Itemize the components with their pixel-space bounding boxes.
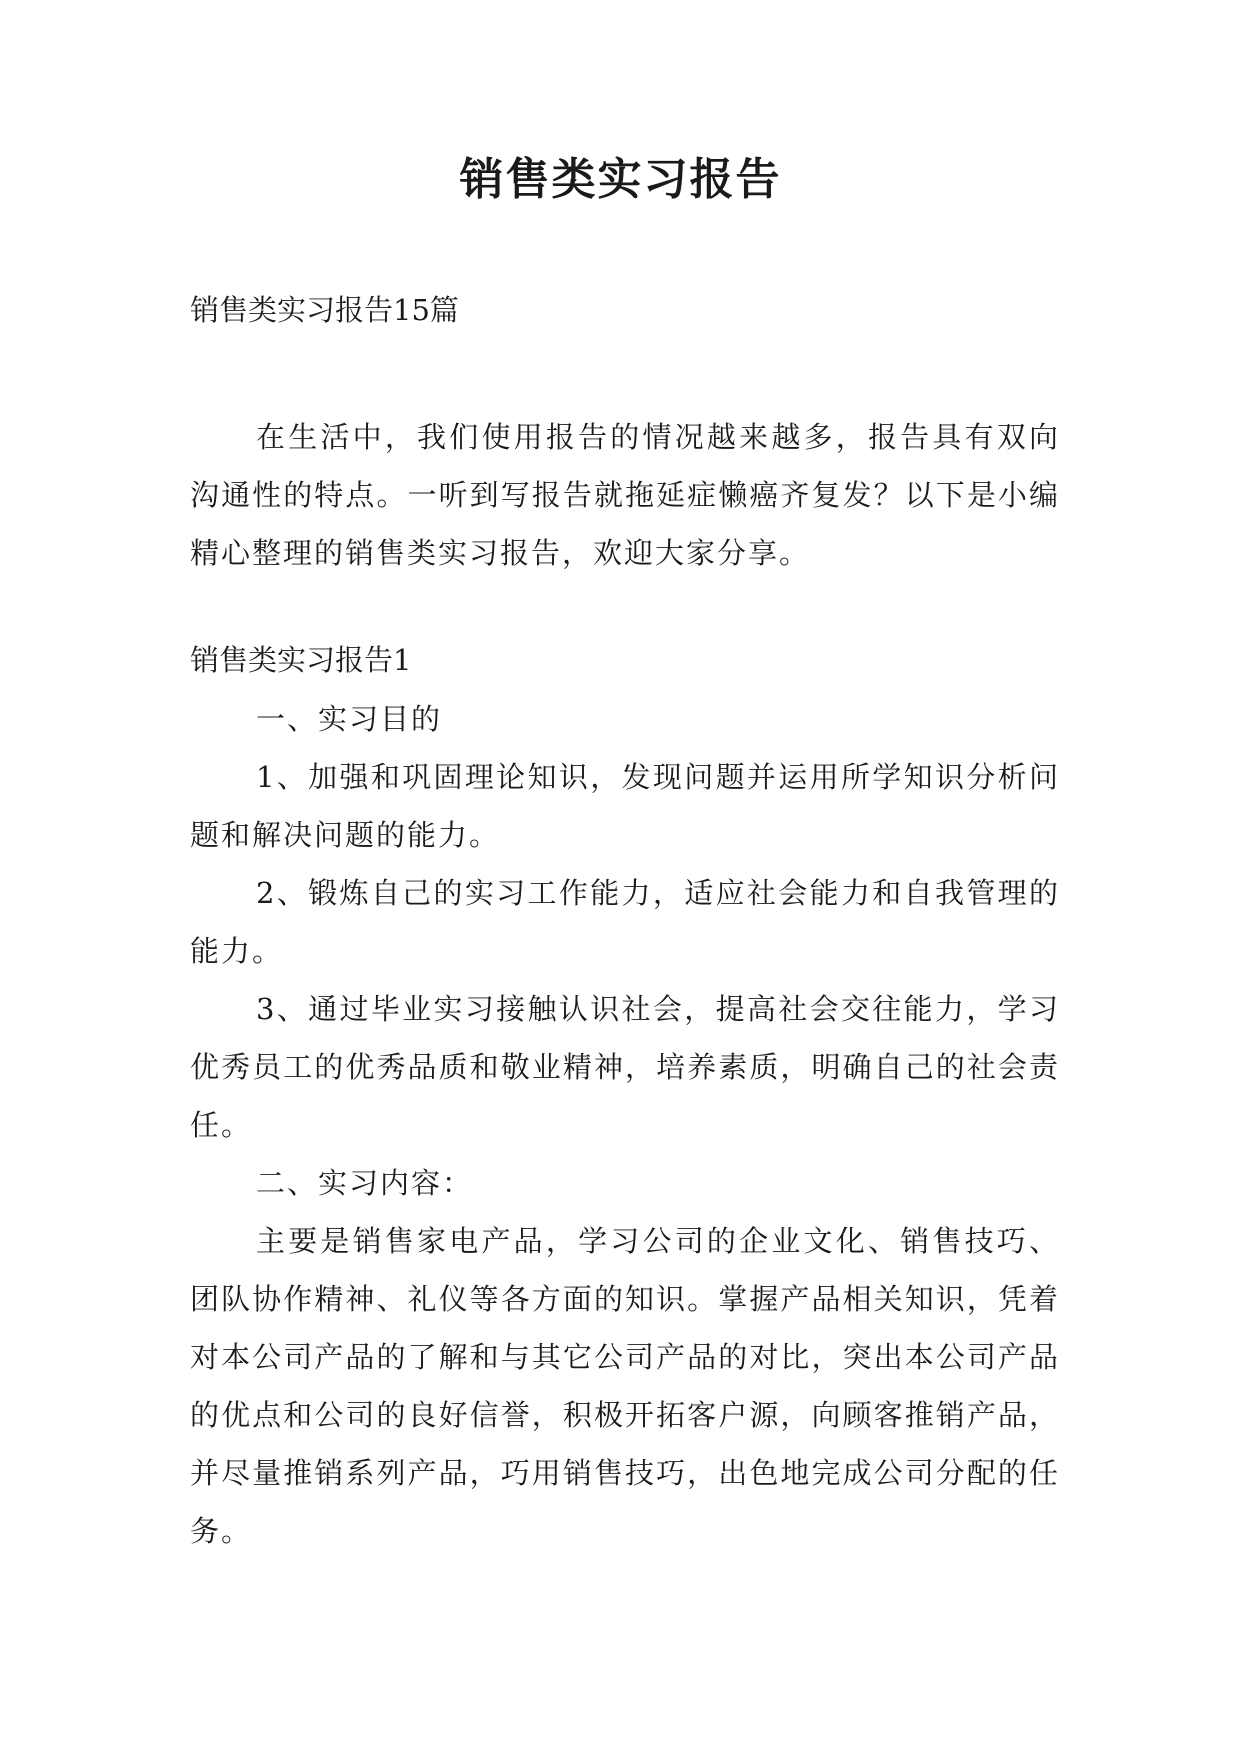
document-subtitle: 销售类实习报告15篇: [190, 293, 459, 327]
body-paragraph: 3、通过毕业实习接触认识社会，提高社会交往能力，学习优秀员工的优秀品质和敬业精神，培养素质，明确自己的社会责任。: [190, 992, 1060, 1142]
body-paragraph: 主要是销售家电产品，学习公司的企业文化、销售技巧、团队协作精神、礼仪等各方面的知识。掌握产品相关知识，凭着对本公司产品的了解和与其它公司产品的对比，突出本公司产品的优点和公司的良好信誉，积极开拓客户源，向顾客推销产品，并尽量推销系列产品，巧用销售技巧，出色地完成公司分配的任务。: [190, 1224, 1060, 1548]
body-paragraph: 1、加强和巩固理论知识，发现问题并运用所学知识分析问题和解决问题的能力。: [190, 760, 1060, 852]
heading-purpose: 一、实习目的: [256, 702, 443, 736]
heading-content: 二、实习内容：: [256, 1166, 474, 1200]
section-body: [190, 690, 1060, 1560]
section-heading: 销售类实习报告1: [190, 643, 412, 677]
body-paragraph: 2、锻炼自己的实习工作能力，适应社会能力和自我管理的能力。: [190, 876, 1060, 968]
document-title: 销售类实习报告: [459, 154, 782, 205]
intro-paragraph: 在生活中，我们使用报告的情况越来越多，报告具有双向沟通性的特点。一听到写报告就拖延症懒癌齐复发？以下是小编精心整理的销售类实习报告，欢迎大家分享。: [190, 420, 1060, 570]
